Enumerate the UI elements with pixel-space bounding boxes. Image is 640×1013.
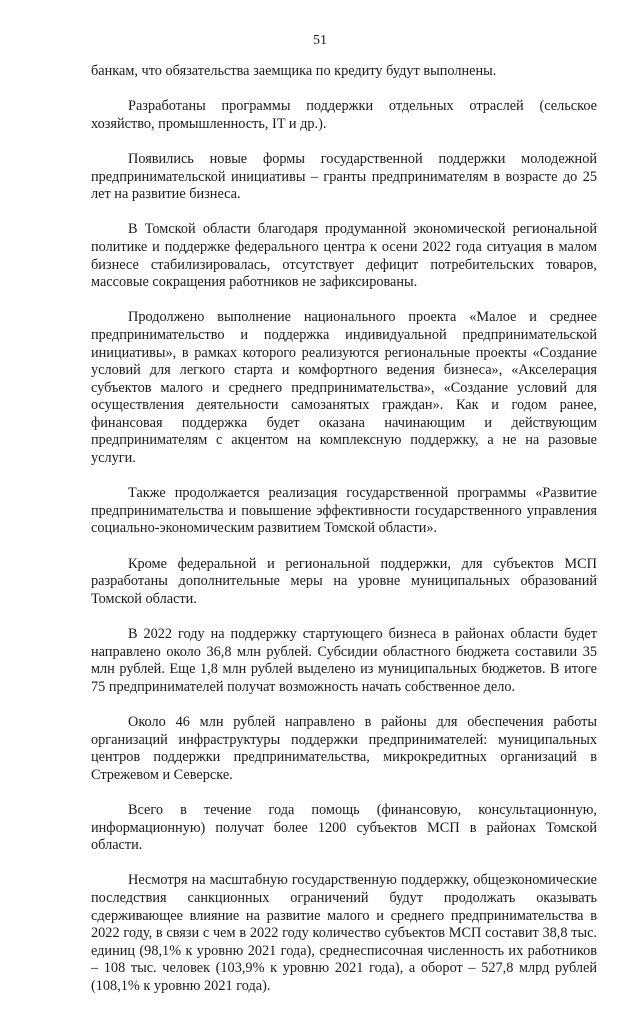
page-number: 51 (313, 33, 327, 48)
paragraph-continuation: банкам, что обязательства заемщика по кредиту будут выполнены. (91, 63, 497, 79)
paragraph-total-support: Всего в течение года помощь (финансовую, консультационную, информационную) получат более 1200 субъектов МСП в районах Томской области. (91, 801, 597, 854)
paragraph-municipal-measures: Кроме федеральной и региональной поддержки, для субъектов МСП разработаны дополнительные меры на уровне муниципальных образований Томской области. (91, 555, 597, 607)
paragraph-infrastructure-funding: Около 46 млн рублей направлено в районы для обеспечения работы организаций инфраструктуры поддержки предпринимателей: муниципальных центров поддержки предпринимательства, микрокредитных организаций в Стрежевом и Северске. (91, 713, 597, 783)
paragraph-youth-grants: Появились новые формы государственной поддержки молодежной предпринимательской инициативы – гранты предпринимателям в возрасте до 25 лет на развитие бизнеса. (91, 150, 597, 203)
paragraph-sanctions-outlook: Несмотря на масштабную государственную поддержку, общеэкономические последствия санкционных ограничений будут продолжать оказывать сдерживающее влияние на развитие малого и среднего предпринимательства в 2022 году, в связи с чем в 2022 году количество субъектов МСП составит 38,8 тыс. единиц (98,1% к уровню 2021 года), среднесписочная численность их работников – 108 тыс. человек (103,9% к уровню 2021 года), а оборот – 527,8 млрд рублей (108,1% к уровню 2021 года). (91, 872, 597, 994)
paragraph-startup-funding: В 2022 году на поддержку стартующего бизнеса в районах области будет направлено около 36,8 млн рублей. Субсидии областного бюджета составили 35 млн рублей. Еще 1,8 млн рублей выделено из муниципальных бюджетов. В итоге 75 предпринимателей получат возможность начать собственное дело. (91, 626, 597, 695)
document-body (91, 63, 597, 1013)
paragraph-industry-programs: Разработаны программы поддержки отдельных отраслей (сельское хозяйство, промышленность, IT и др.). (91, 98, 597, 132)
paragraph-tomsk-stabilization: В Томской области благодаря продуманной экономической региональной политике и поддержке федерального центра к осени 2022 года ситуация в малом бизнесе стабилизировалась, отсутствует дефицит потребительских товаров, массовые сокращения работников не зафиксированы. (91, 221, 597, 291)
paragraph-state-program: Также продолжается реализация государственной программы «Развитие предпринимательства и повышение эффективности государственного управления социально-экономическим развитием Томской области». (91, 485, 597, 537)
paragraph-national-project: Продолжено выполнение национального проекта «Малое и среднее предпринимательство и поддержка индивидуальной предпринимательской инициативы», в рамках которого реализуются региональные проекты «Создание условий для легкого старта и комфортного ведения бизнеса», «Акселерация субъектов малого и среднего предпринимательства», «Создание условий для осуществления деятельности самозанятых граждан». Как и годом ранее, финансовая поддержка будет оказана начинающим и действующим предпринимателям с акцентом на комплексную поддержку, а не на разовые услуги. (91, 309, 597, 467)
